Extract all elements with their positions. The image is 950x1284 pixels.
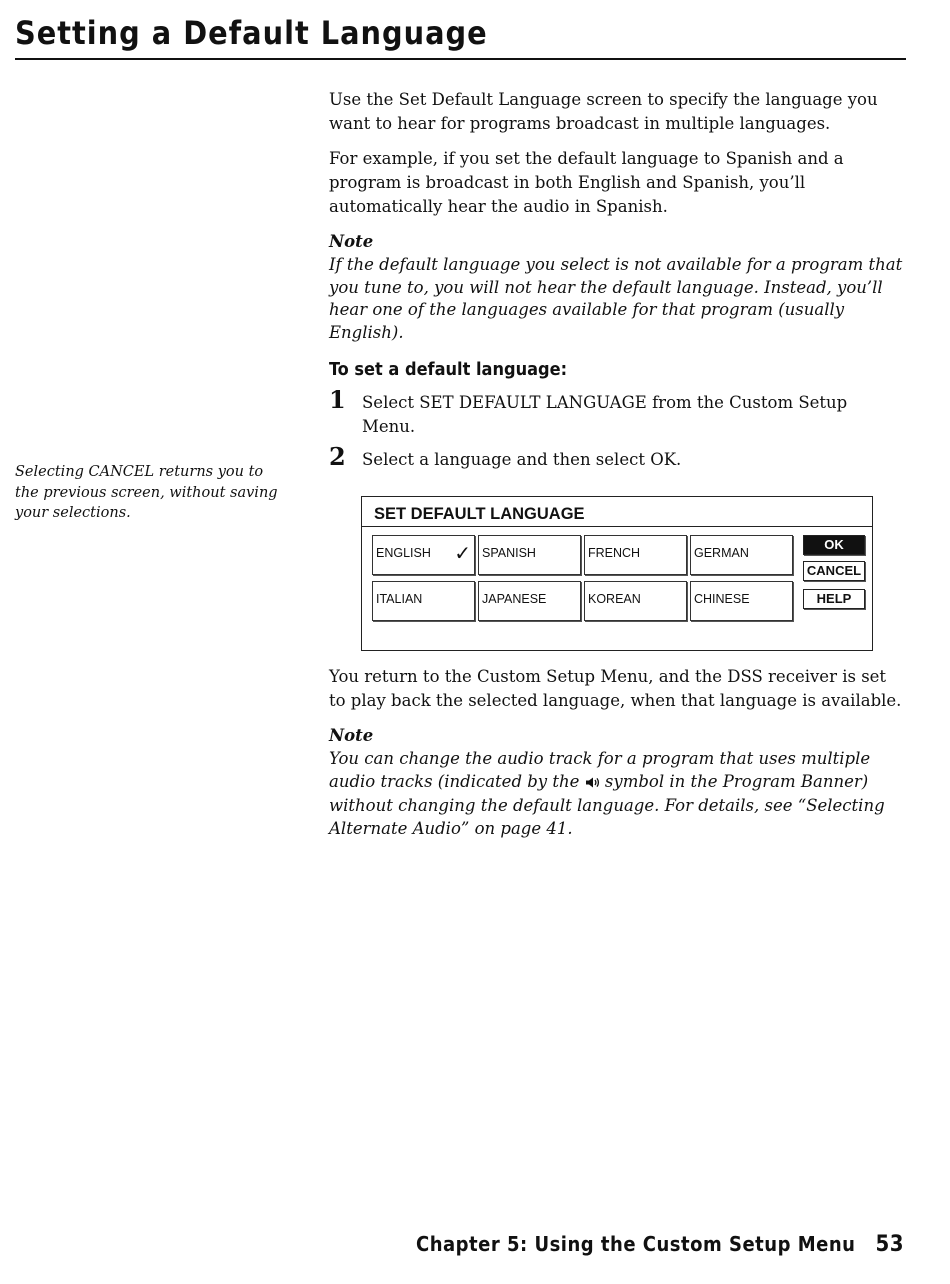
ok-button[interactable]: OK	[803, 535, 865, 555]
note-2-text	[329, 748, 904, 840]
language-option-spanish[interactable]	[478, 535, 581, 575]
language-label: GERMAN	[694, 546, 749, 560]
page-number: 53	[875, 1232, 904, 1257]
example-paragraph: For example, if you set the default language to Spanish and a program is broadcast in both English and Spanish, you’ll automatically hear the audio in Spanish.	[329, 149, 844, 216]
step-2	[329, 442, 904, 472]
intro-paragraph: Use the Set Default Language screen to specify the language you want to hear for programs broadcast in multiple languages.	[329, 90, 878, 133]
language-label: CHINESE	[694, 592, 750, 606]
language-label: ENGLISH	[376, 546, 431, 560]
set-default-language-dialog	[361, 496, 873, 651]
language-option-korean[interactable]	[584, 581, 687, 621]
step-1-number: 1	[329, 385, 346, 414]
page-title: Setting a Default Language	[15, 14, 488, 52]
cancel-button[interactable]: CANCEL	[803, 561, 865, 581]
language-option-english[interactable]	[372, 535, 475, 575]
language-option-german[interactable]	[690, 535, 793, 575]
note-2-text-before: You can change the audio track for a program that uses multiple audio tracks (indicated by the	[329, 749, 871, 791]
language-label: JAPANESE	[482, 592, 547, 606]
help-button[interactable]: HELP	[803, 589, 865, 609]
step-2-number: 2	[329, 442, 346, 471]
language-label: FRENCH	[588, 546, 641, 560]
note-2	[329, 724, 904, 840]
procedure-heading: To set a default language:	[329, 359, 568, 380]
result-paragraph: You return to the Custom Setup Menu, and the DSS receiver is set to play back the selected language, when that language is available.	[329, 667, 902, 710]
sidebar-note: Selecting CANCEL returns you to the previous screen, without saving your selections.	[15, 464, 278, 521]
language-option-chinese[interactable]	[690, 581, 793, 621]
language-label: SPANISH	[482, 546, 536, 560]
page-footer	[416, 1232, 904, 1257]
language-label: KOREAN	[588, 592, 641, 606]
dialog-title: SET DEFAULT LANGUAGE	[362, 497, 872, 527]
step-1-text: Select SET DEFAULT LANGUAGE from the Custom Setup Menu.	[362, 393, 848, 436]
step-1	[329, 385, 904, 439]
language-option-japanese[interactable]	[478, 581, 581, 621]
title-rule	[15, 58, 906, 60]
note-2-text-after: symbol in the Program Banner) without changing the default language. For details, see “Selecting Alternate Audio” on page 41.	[329, 771, 885, 838]
step-2-text: Select a language and then select OK.	[362, 450, 682, 469]
language-option-italian[interactable]	[372, 581, 475, 621]
language-option-french[interactable]	[584, 535, 687, 575]
language-grid	[372, 535, 794, 621]
note-2-label: Note	[329, 726, 374, 745]
note-1	[329, 230, 904, 344]
main-content	[329, 88, 904, 854]
speaker-icon	[585, 773, 600, 796]
note-1-text: If the default language you select is not available for a program that you tune to, you will not hear the default language. Instead, you’ll hear one of the languages available for that program (usually English).	[329, 255, 903, 342]
checkmark-icon: ✓	[454, 543, 471, 565]
footer-chapter: Chapter 5: Using the Custom Setup Menu	[416, 1232, 856, 1256]
note-1-label: Note	[329, 232, 374, 251]
language-label: ITALIAN	[376, 592, 423, 606]
